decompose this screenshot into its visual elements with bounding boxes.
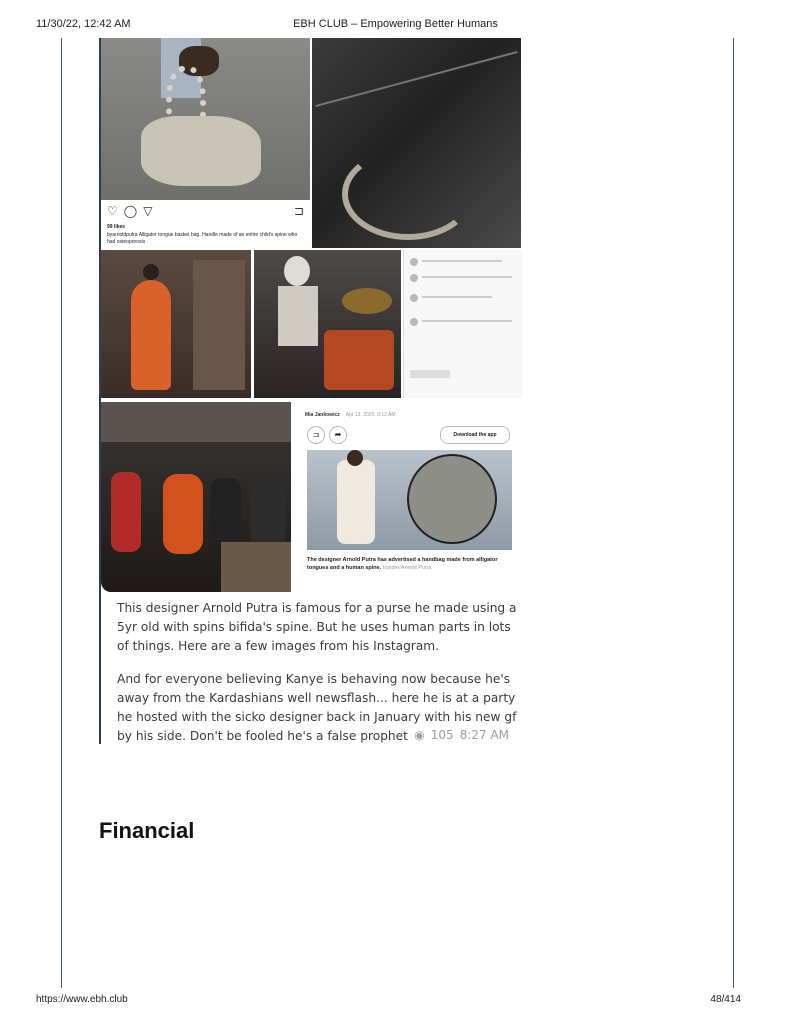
bookmark-icon[interactable]: ⊐ [293,204,304,218]
heart-icon[interactable]: ♡ [107,204,118,218]
left-margin-rule [61,38,62,988]
post-time: 8:27 AM [459,728,509,742]
page-number: 48/414 [710,994,741,1005]
instagram-caption: byarnoldputra Alligator tongue basket bag. Handle made of an entire child's spine who had osteoporosis [107,232,298,245]
instagram-comments-screenshot [403,250,522,398]
post-meta [414,728,509,742]
view-count: 105 [430,728,454,742]
article-date: Apr 13, 2020, 3:12 AM [345,412,396,418]
comment-icon[interactable]: ◯ [123,204,138,218]
post-paragraph-2: And for everyone believing Kanye is behaving now because he's away from the Kardashians well newsflash... here he is at a party he hosted with the sicko designer back in January with his new gf by his side. Don't be fooled he's a false prophet [117,672,517,743]
print-datetime: 11/30/22, 12:42 AM [36,18,131,30]
post-paragraph-1: This designer Arnold Putra is famous for a purse he made using a 5yr old with spins bifida's spine. But he uses human parts in lots of things. Here are a few images from his Instagram. [117,601,517,653]
article-caption: The designer Arnold Putra has advertised a handbag made from alligator tongues and a human spine. Insider/Arnold Putra [307,557,498,571]
article-photo [307,450,512,550]
spine-handle-photo [312,38,521,248]
instagram-strip [101,200,310,248]
article-author: Mia Jankowicz [305,412,340,418]
page-title: EBH CLUB – Empowering Better Humans [293,18,498,30]
section-heading: Financial [99,818,195,843]
share-icon[interactable]: ▽ [143,204,153,218]
article-screenshot [295,402,521,592]
handbag-photo [101,38,310,200]
right-margin-rule [733,38,734,988]
masked-figure-photo [254,250,401,398]
download-app-button[interactable]: Download the app [440,426,510,444]
likes-count: 99 likes [107,224,126,230]
bookmark-button[interactable]: ⊐ [307,426,325,444]
front-row-photo [101,402,291,592]
footer-url[interactable]: https://www.ebh.club [36,994,128,1005]
eye-icon: ◉ [414,728,425,742]
share-button[interactable]: ➦ [329,426,347,444]
telegram-post [99,38,519,744]
orange-dress-photo [101,250,251,398]
